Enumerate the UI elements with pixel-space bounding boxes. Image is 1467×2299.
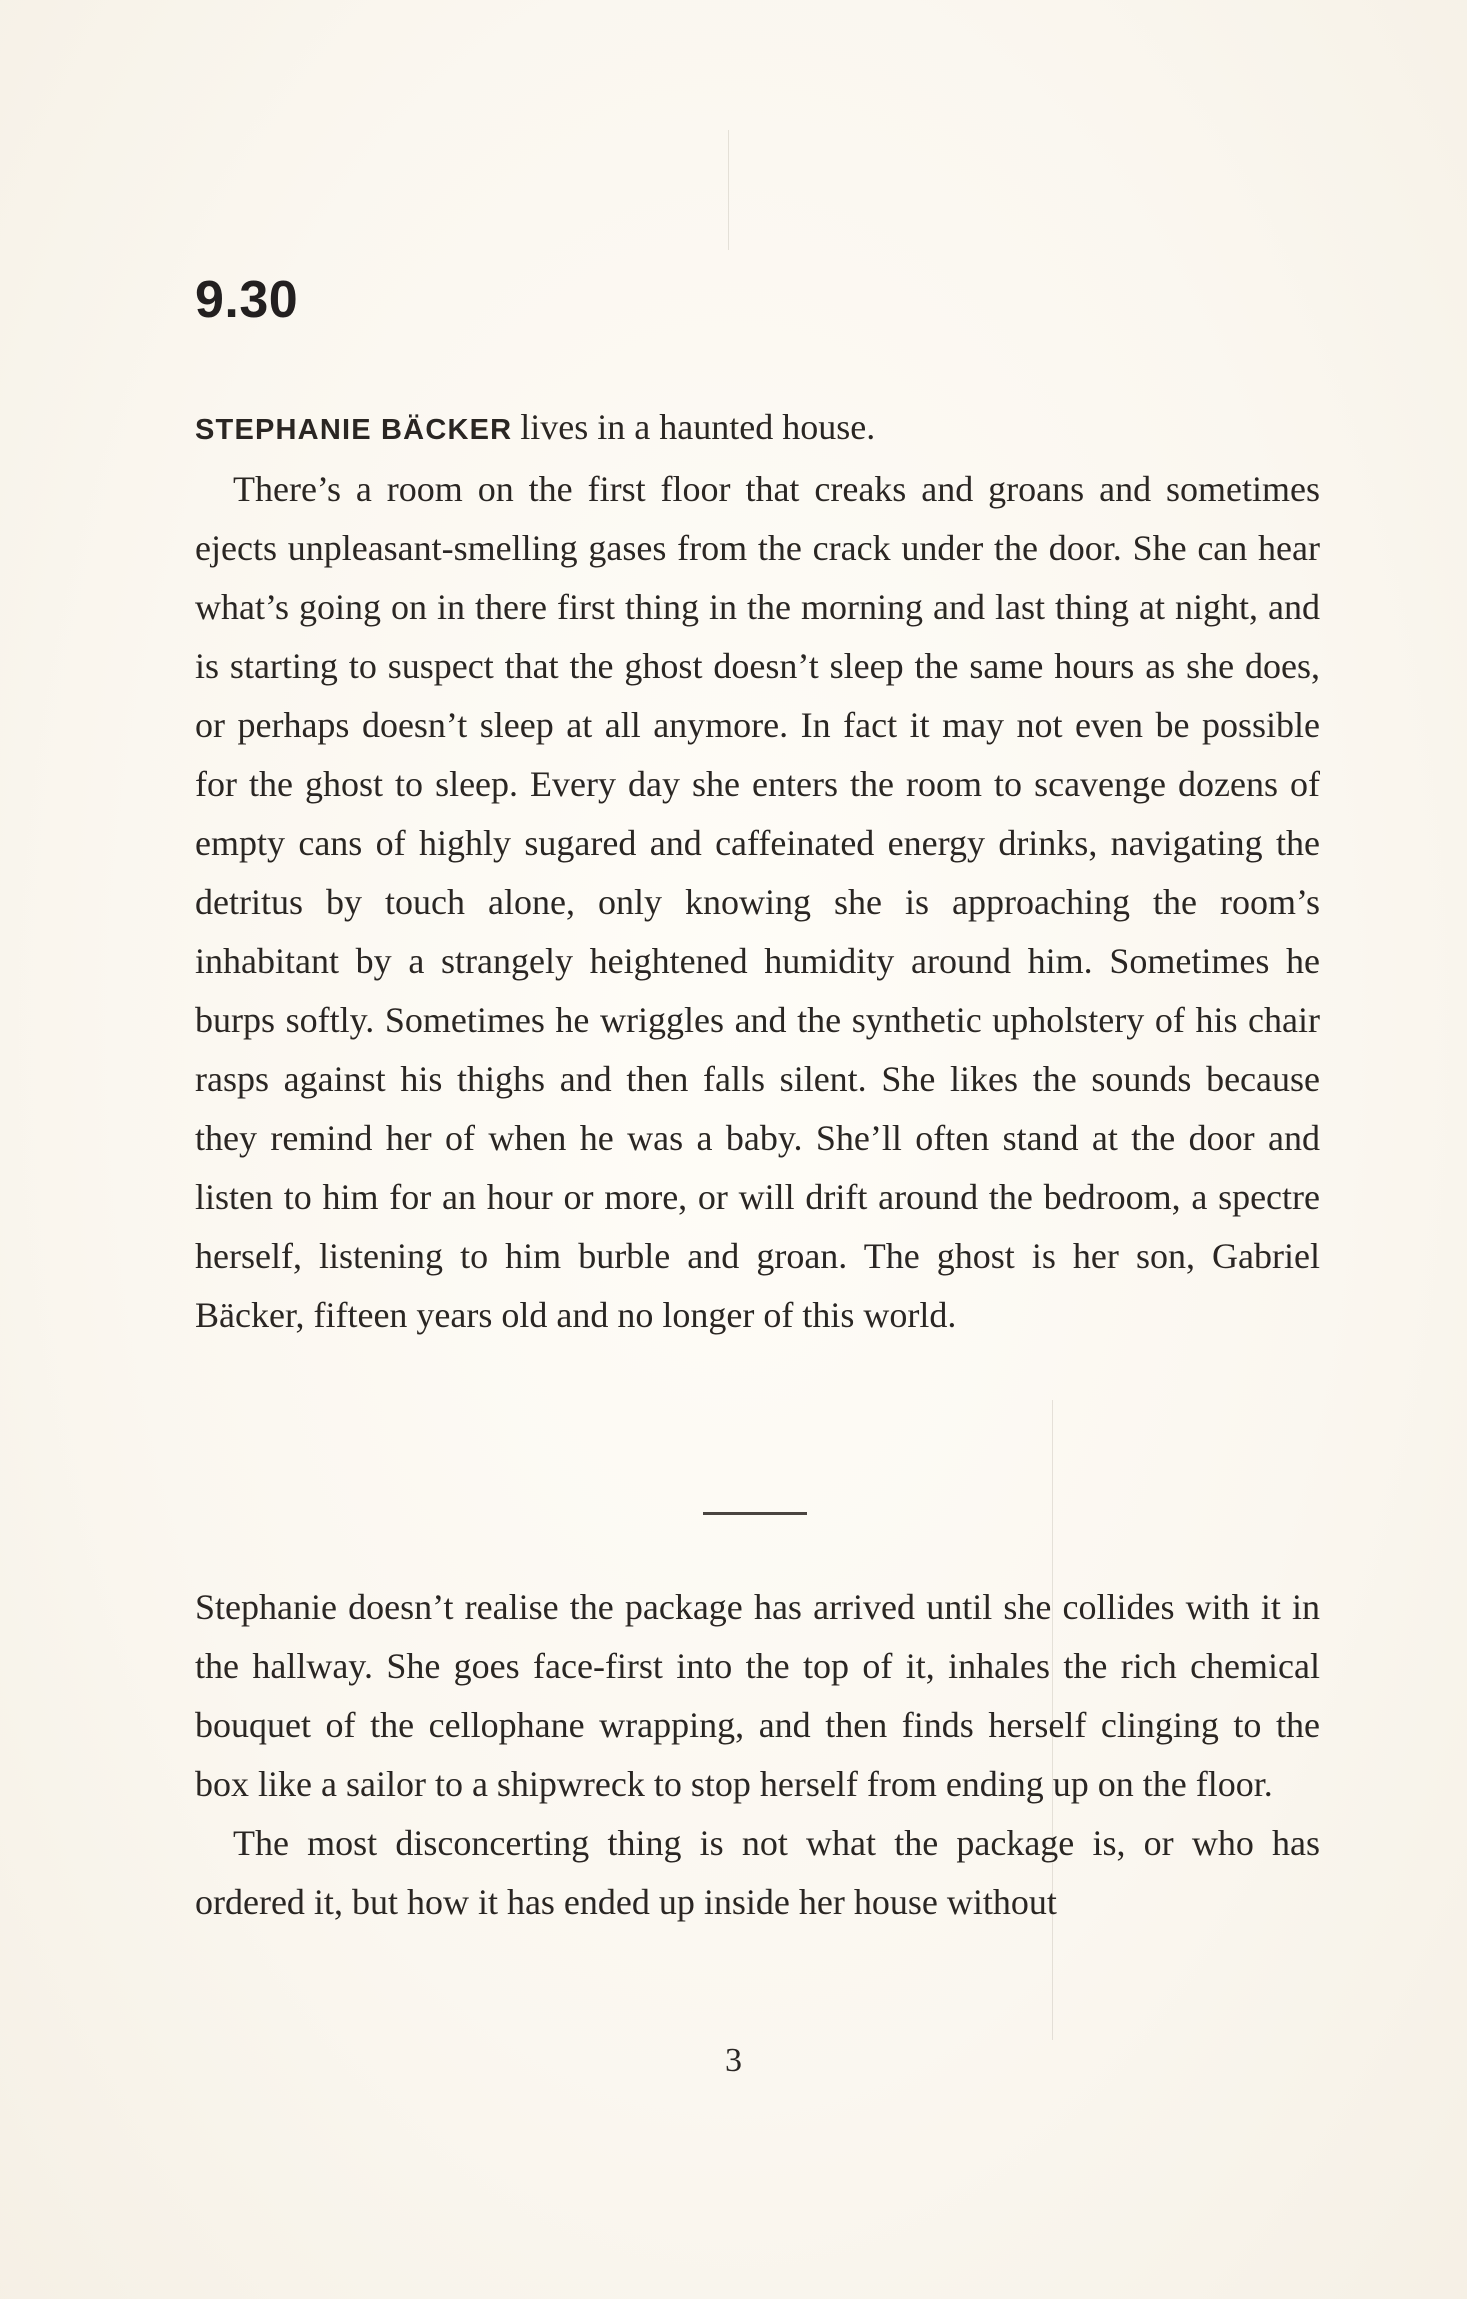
- section-one: [195, 398, 1320, 1345]
- page-number: 3: [725, 2042, 742, 2079]
- lead-rest: lives in a haunted house.: [520, 407, 876, 447]
- chapter-time-heading: 9.30: [195, 271, 299, 329]
- section-two: [195, 1578, 1320, 1932]
- paragraph: The most disconcerting thing is not what the package is, or who has ordered it, but how it has ended up inside her house without: [195, 1823, 1320, 1922]
- bleed-through-mark: [728, 130, 729, 250]
- section-divider: [703, 1512, 807, 1515]
- paragraph: There’s a room on the first floor that creaks and groans and sometimes ejects unpleasant-smelling gases from the crack under the door. She can hear what’s going on in there first thing in the morning and last thing at night, and is starting to suspect that the ghost doesn’t sleep the same hours as she does, or perhaps doesn’t sleep at all anymore. In fact it may not even be possible for the ghost to sleep. Every day she enters the room to scavenge dozens of empty cans of highly sugared and caffeinated energy drinks, navigating the detritus by touch alone, only knowing she is approaching the room’s inhabitant by a strangely heightened humidity around him. Sometimes he burps softly. Sometimes he wriggles and the synthetic upholstery of his chair rasps against his thighs and then falls silent. She likes the sounds because they remind her of when he was a baby. She’ll often stand at the door and listen to him for an hour or more, or will drift around the bedroom, a spectre herself, listening to him burble and groan. The ghost is her son, Gabriel Bäcker, fifteen years old and no longer of this world.: [195, 469, 1320, 1335]
- opening-line: [195, 398, 1320, 460]
- paragraph: Stephanie doesn’t realise the package has arrived until she collides with it in the hallway. She goes face-first into the top of it, inhales the rich chemical bouquet of the cellophane wrapping, and then finds herself clinging to the box like a sailor to a shipwreck to stop herself from ending up on the floor.: [195, 1587, 1320, 1804]
- lead-name: STEPHANIE BÄCKER: [195, 414, 513, 446]
